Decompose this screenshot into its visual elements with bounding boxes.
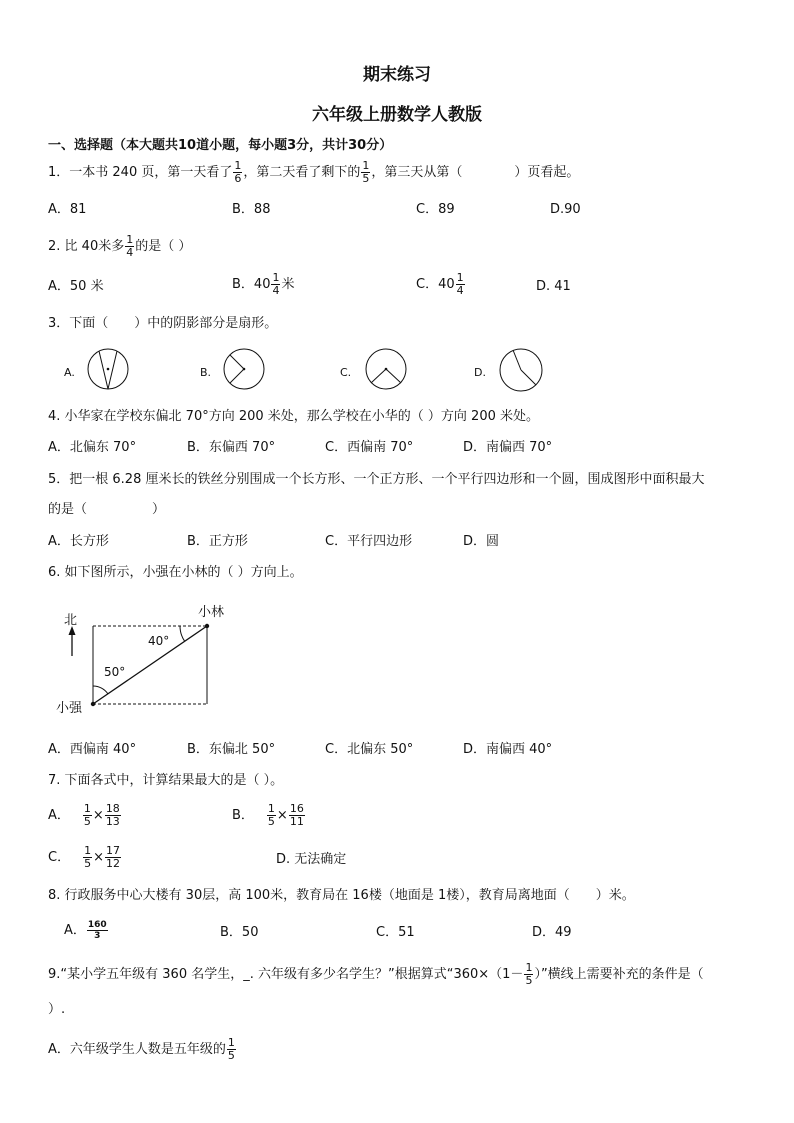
q3-label-d: D. bbox=[474, 366, 486, 379]
q1-text-3: ，第三天从第（ ）页看起。 bbox=[371, 164, 580, 180]
q1-option-b: B．88 bbox=[232, 202, 271, 217]
q4-option-d: D．南偏西 70° bbox=[463, 440, 553, 455]
question-1 bbox=[48, 160, 579, 185]
q5-option-b: B．正方形 bbox=[187, 534, 248, 549]
q5-option-d: D．圆 bbox=[463, 534, 500, 549]
question-9-line-2: ）. bbox=[48, 1002, 66, 1017]
q9-fraction: $\frac{1}{5}$ bbox=[525, 961, 533, 987]
q6-diagram bbox=[50, 598, 240, 723]
q9-option-a: A．六年级学生人数是五年级的 $\frac{1}{5}$ bbox=[48, 1036, 235, 1062]
q3-circle-c bbox=[364, 347, 408, 391]
q1-text-1: 1．一本书 240 页，第一天看了 bbox=[48, 164, 233, 180]
xiaolin-label: 小林 bbox=[198, 605, 225, 620]
q2-option-d: D. 41 bbox=[536, 279, 571, 294]
q2-option-c: C． 40 $\frac{1}{4}$ bbox=[416, 271, 464, 297]
question-3: 3．下面（ ）中的阴影部分是扇形。 bbox=[48, 316, 278, 331]
q1-fraction-2: $\frac{1}{5}$ bbox=[362, 159, 370, 185]
q1-text-2: ，第二天看了剩下的 bbox=[243, 164, 361, 180]
q3-circle-a bbox=[86, 347, 130, 391]
q4-option-a: A．北偏东 70° bbox=[48, 440, 137, 455]
q9-text-2: ）”横线上需要补充的条件是（ bbox=[534, 966, 704, 982]
q3-circle-b bbox=[222, 347, 266, 391]
question-4: 4. 小华家在学校东偏北 70°方向 200 米处，那么学校在小华的（ ）方向 200 米处。 bbox=[48, 409, 539, 424]
q7-option-b: B． $\frac{1}{5}$ × $\frac{16}{11}$ bbox=[232, 802, 304, 828]
question-5-line-1: 5．把一根 6.28 厘米长的铁丝分别围成一个长方形、一个正方形、一个平行四边形和一个圆，围成图形中面积最大 bbox=[48, 472, 705, 487]
q4-option-c: C．西偏南 70° bbox=[325, 440, 414, 455]
q7-option-d: D. 无法确定 bbox=[276, 852, 347, 867]
angle-50-label: 50° bbox=[104, 665, 126, 679]
question-2 bbox=[48, 234, 191, 259]
q7-option-a: A． $\frac{1}{5}$ × $\frac{18}{13}$ bbox=[48, 802, 120, 828]
q2-option-b: B． 40 $\frac{1}{4}$ 米 bbox=[232, 271, 295, 297]
q4-option-b: B．东偏西 70° bbox=[187, 440, 276, 455]
q6-option-c: C．北偏东 50° bbox=[325, 742, 414, 757]
q5-option-c: C．平行四边形 bbox=[325, 534, 413, 549]
section-heading: 一、选择题（本大题共10道小题，每小题3分，共计30分） bbox=[48, 138, 393, 153]
q6-option-a: A．西偏南 40° bbox=[48, 742, 137, 757]
q1-option-c: C．89 bbox=[416, 202, 455, 217]
question-9-line-1 bbox=[48, 962, 704, 987]
q3-label-a: A. bbox=[64, 366, 75, 379]
q9-text-1: 9.“某小学五年级有 360 名学生，_. 六年级有多少名学生？”根据算式“360×（1－ bbox=[48, 966, 524, 982]
north-label: 北 bbox=[64, 613, 78, 628]
q1-option-a: A．81 bbox=[48, 202, 87, 217]
q2-option-a: A．50 米 bbox=[48, 279, 104, 294]
q7-option-c: C． $\frac{1}{5}$ × $\frac{17}{12}$ bbox=[48, 844, 120, 870]
q3-label-c: C. bbox=[340, 366, 352, 379]
q8-option-b: B．50 bbox=[220, 925, 259, 940]
q1-fraction-1: $\frac{1}{6}$ bbox=[234, 159, 242, 185]
q1-option-d: D.90 bbox=[550, 202, 581, 217]
page-title: 期末练习 bbox=[363, 65, 431, 85]
question-8: 8. 行政服务中心大楼有 30层，高 100米，教育局在 16楼（地面是 1楼），教育局离地面（ ）米。 bbox=[48, 888, 635, 903]
question-7: 7. 下面各式中，计算结果最大的是（ ）。 bbox=[48, 773, 284, 788]
q3-label-b: B. bbox=[200, 366, 212, 379]
question-5-line-2: 的是（ ） bbox=[48, 502, 166, 517]
q2-text-1: 2. 比 40米多 bbox=[48, 238, 125, 254]
q8-option-d: D．49 bbox=[532, 925, 572, 940]
q6-option-d: D．南偏西 40° bbox=[463, 742, 553, 757]
q8-option-a: A． $\frac{160}{3}$ bbox=[64, 920, 107, 941]
angle-40-label: 40° bbox=[148, 634, 170, 648]
q2-text-2: 的是（ ） bbox=[135, 238, 192, 254]
q6-option-b: B．东偏北 50° bbox=[187, 742, 276, 757]
q8-option-c: C．51 bbox=[376, 925, 415, 940]
xiaoqiang-label: 小强 bbox=[56, 701, 83, 716]
q3-circle-d bbox=[498, 347, 544, 393]
q2-fraction: $\frac{1}{4}$ bbox=[126, 233, 134, 259]
question-6: 6. 如下图所示，小强在小林的（ ）方向上。 bbox=[48, 565, 303, 580]
q5-option-a: A．长方形 bbox=[48, 534, 109, 549]
page-subtitle: 六年级上册数学人教版 bbox=[312, 105, 482, 125]
